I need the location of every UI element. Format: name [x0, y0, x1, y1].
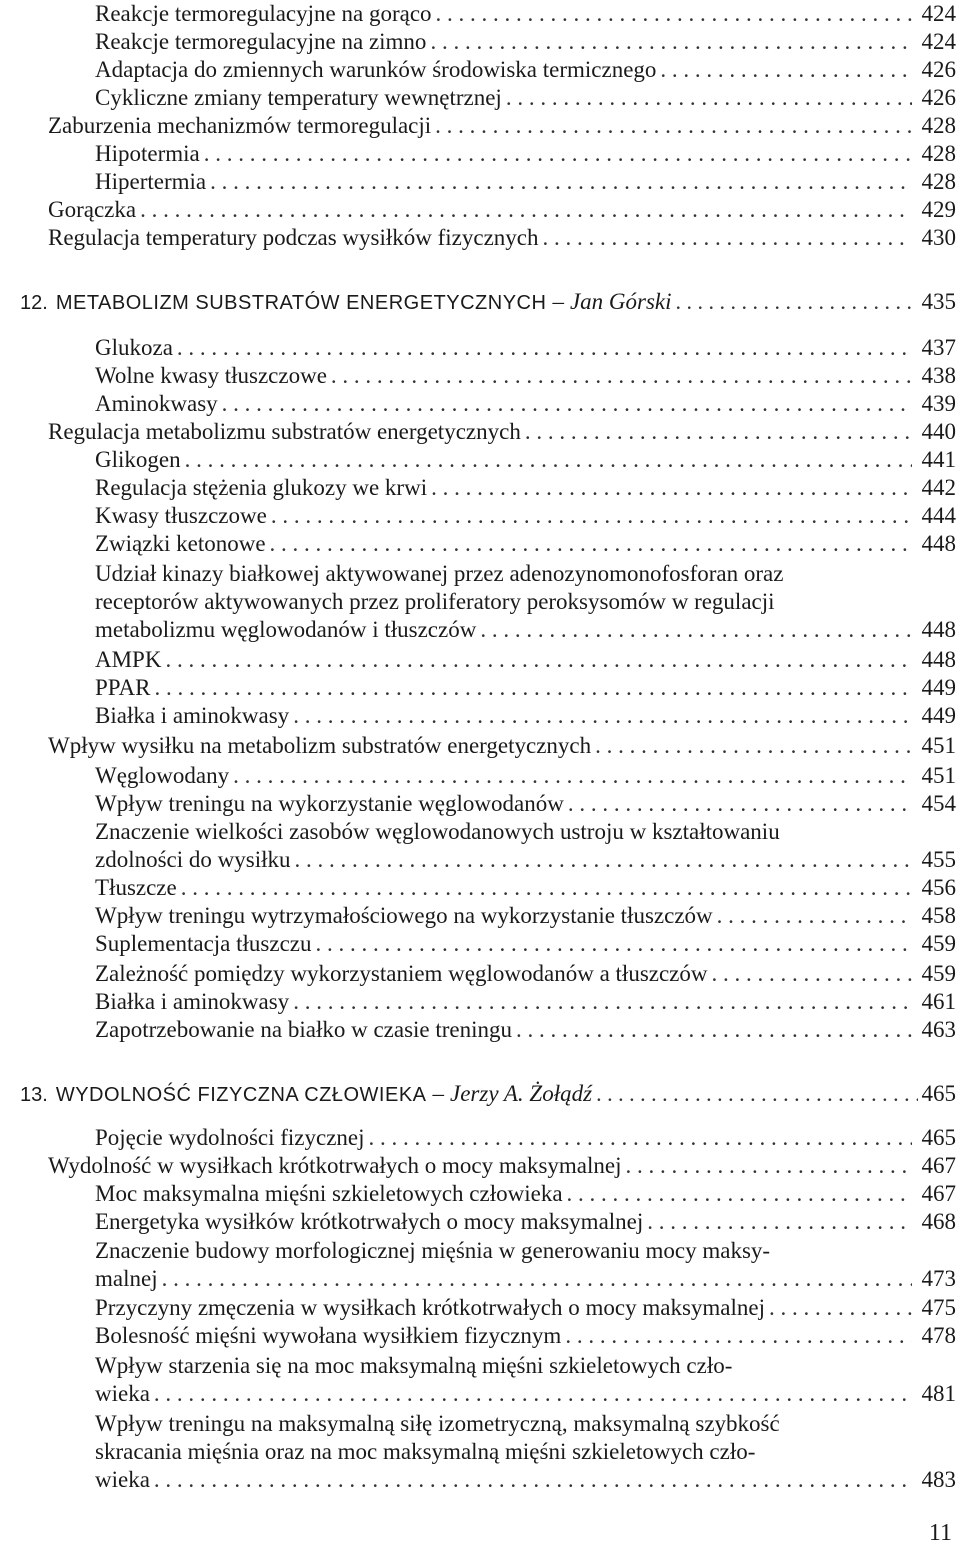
entry-title: Suplementacja tłuszczu — [95, 931, 312, 956]
entry-page: 456 — [921, 875, 956, 900]
leader-dots — [431, 474, 912, 502]
leader-dots — [204, 140, 912, 168]
chapter-dash: – — [552, 289, 564, 314]
toc-entry — [95, 702, 956, 730]
entry-title: Białka i aminokwasy — [95, 703, 290, 728]
entry-page: 451 — [921, 763, 956, 788]
entry-page: 442 — [921, 475, 956, 500]
entry-page: 463 — [921, 1017, 956, 1042]
entry-title: Pojęcie wydolności fizycznej — [95, 1125, 365, 1150]
entry-title: Bolesność mięśni wywołana wysiłkiem fizycznym — [95, 1323, 562, 1348]
entry-page: 429 — [921, 197, 956, 222]
entry-title: Glukoza — [95, 335, 173, 360]
toc-entry — [48, 196, 956, 224]
entry-page: 428 — [921, 169, 956, 194]
leader-dots — [181, 874, 912, 902]
entry-page: 465 — [921, 1125, 956, 1150]
entry-page: 458 — [921, 903, 956, 928]
leader-dots — [210, 168, 912, 196]
entry-title: AMPK — [95, 647, 162, 672]
entry-title: Zapotrzebowanie na białko w czasie treningu — [95, 1017, 513, 1042]
toc-entry — [95, 874, 956, 902]
leader-dots — [222, 390, 912, 418]
entry-page: 430 — [921, 225, 956, 250]
leader-dots — [717, 902, 912, 930]
entry-page: 455 — [921, 847, 956, 872]
entry-title: Hipertermia — [95, 169, 207, 194]
chapter-heading-12 — [20, 288, 956, 317]
leader-dots — [430, 28, 912, 56]
entry-title: PPAR — [95, 675, 151, 700]
chapter-dash: – — [432, 1081, 445, 1106]
leader-dots — [626, 1152, 913, 1180]
leader-dots — [154, 674, 912, 702]
chapter-author: Jan Górski — [569, 289, 672, 314]
leader-dots — [162, 1265, 912, 1293]
entry-title: Moc maksymalna mięśni szkieletowych człowieka — [95, 1181, 563, 1206]
chapter-title: METABOLIZM SUBSTRATÓW ENERGETYCZNYCH — [55, 292, 547, 314]
leader-dots — [712, 960, 913, 988]
toc-entry — [95, 530, 956, 558]
entry-title: wieka — [95, 1467, 150, 1492]
entry-title: Cykliczne zmiany temperatury wewnętrznej — [95, 85, 502, 110]
entry-page: 448 — [921, 617, 956, 642]
entry-title: zdolności do wysiłku — [95, 847, 291, 872]
entry-title: Wpływ treningu wytrzymałościowego na wykorzystanie tłuszczów — [95, 903, 713, 928]
entry-title: Aminokwasy — [95, 391, 218, 416]
chapter-heading-13 — [20, 1080, 956, 1109]
entry-title: Związki ketonowe — [95, 531, 266, 556]
entry-title: Zaburzenia mechanizmów termoregulacji — [48, 113, 432, 138]
toc-entry — [95, 902, 956, 930]
toc-entry — [48, 224, 956, 252]
entry-page: 467 — [921, 1153, 956, 1178]
entry-page: 483 — [921, 1467, 956, 1492]
entry-title: Glikogen — [95, 447, 181, 472]
entry-page: 440 — [921, 419, 956, 444]
entry-page: 467 — [921, 1181, 956, 1206]
entry-page: 454 — [921, 791, 956, 816]
entry-title-line: Znaczenie wielkości zasobów węglowodanowych ustroju w kształtowaniu — [95, 819, 780, 844]
leader-dots — [154, 1380, 912, 1408]
chapter-page: 465 — [921, 1081, 956, 1106]
chapter-title: WYDOLNOŚĆ FIZYCZNA CZŁOWIEKA — [55, 1084, 427, 1106]
entry-title: Wolne kwasy tłuszczowe — [95, 363, 327, 388]
entry-title: Przyczyny zmęczenia w wysiłkach krótkotrwałych o mocy maksymalnej — [95, 1295, 765, 1320]
entry-page: 428 — [921, 141, 956, 166]
leader-dots — [295, 846, 913, 874]
entry-page: 481 — [921, 1381, 956, 1406]
toc-entry — [95, 1265, 956, 1293]
entry-page: 439 — [921, 391, 956, 416]
toc-entry — [95, 0, 956, 28]
entry-title-line: Udział kinazy białkowej aktywowanej przez adenozynomonofosforan oraz — [95, 561, 784, 586]
toc-entry — [95, 616, 956, 644]
leader-dots — [293, 702, 912, 730]
leader-dots — [165, 646, 912, 674]
toc-entry — [95, 56, 956, 84]
toc-entry — [95, 390, 956, 418]
toc-entry — [95, 1180, 956, 1208]
leader-dots — [293, 988, 912, 1016]
entry-page: 468 — [921, 1209, 956, 1234]
leader-dots — [154, 1466, 912, 1494]
entry-title: Reakcje termoregulacyjne na gorąco — [95, 1, 432, 26]
entry-title: Białka i aminokwasy — [95, 989, 290, 1014]
toc-entry — [95, 846, 956, 874]
entry-title: Gorączka — [48, 197, 137, 222]
leader-dots — [525, 418, 912, 446]
entry-title: Tłuszcze — [95, 875, 177, 900]
leader-dots — [595, 732, 912, 760]
entry-page: 449 — [921, 703, 956, 728]
toc-entry — [95, 474, 956, 502]
leader-dots — [567, 1180, 912, 1208]
toc-entry — [95, 502, 956, 530]
toc-entry — [95, 446, 956, 474]
entry-page: 478 — [921, 1323, 956, 1348]
entry-title: wieka — [95, 1381, 150, 1406]
toc-entry — [95, 1016, 956, 1044]
entry-title-line: skracania mięśnia oraz na moc maksymalną mięśni szkieletowych czło- — [95, 1439, 756, 1464]
entry-page: 451 — [921, 733, 956, 758]
toc-entry — [95, 1380, 956, 1408]
leader-dots — [568, 790, 912, 818]
leader-dots — [647, 1208, 912, 1236]
entry-page: 444 — [921, 503, 956, 528]
toc-entry — [48, 418, 956, 446]
entry-title: Regulacja temperatury podczas wysiłków fizycznych — [48, 225, 539, 250]
entry-title: Kwasy tłuszczowe — [95, 503, 267, 528]
entry-page: 475 — [921, 1295, 956, 1320]
toc-entry — [95, 334, 956, 362]
toc-entry — [95, 762, 956, 790]
entry-page: 448 — [921, 647, 956, 672]
entry-page: 424 — [921, 1, 956, 26]
leader-dots — [436, 0, 912, 28]
entry-title: Reakcje termoregulacyjne na zimno — [95, 29, 427, 54]
leader-dots — [271, 502, 912, 530]
entry-page: 437 — [921, 335, 956, 360]
entry-page: 441 — [921, 447, 956, 472]
toc-entry — [95, 84, 956, 112]
entry-title-line: receptorów aktywowanych przez proliferatory peroksysomów w regulacji — [95, 589, 775, 614]
entry-page: 438 — [921, 363, 956, 388]
toc-entry — [95, 1208, 956, 1236]
entry-title: Wpływ wysiłku na metabolizm substratów energetycznych — [48, 733, 592, 758]
entry-title-line: Wpływ treningu na maksymalną siłę izometryczną, maksymalną szybkość — [95, 1411, 780, 1436]
entry-page: 461 — [921, 989, 956, 1014]
toc-entry — [95, 790, 956, 818]
toc-entry — [95, 140, 956, 168]
entry-page: 459 — [921, 931, 956, 956]
entry-page: 448 — [921, 531, 956, 556]
entry-page: 426 — [921, 85, 956, 110]
toc-entry — [95, 1124, 956, 1152]
toc-entry — [95, 168, 956, 196]
entry-title: Wydolność w wysiłkach krótkotrwałych o mocy maksymalnej — [48, 1153, 622, 1178]
entry-page: 459 — [921, 961, 956, 986]
leader-dots — [369, 1124, 912, 1152]
entry-title: metabolizmu węglowodanów i tłuszczów — [95, 617, 477, 642]
entry-page: 473 — [921, 1266, 956, 1291]
toc-entry — [48, 112, 956, 140]
entry-title: Hipotermia — [95, 141, 200, 166]
leader-dots — [480, 616, 912, 644]
entry-title: Energetyka wysiłków krótkotrwałych o mocy maksymalnej — [95, 1209, 644, 1234]
chapter-number: 12. — [20, 292, 48, 314]
leader-dots — [177, 334, 912, 362]
toc-entry — [95, 674, 956, 702]
page-number: 11 — [928, 1520, 952, 1546]
leader-dots — [331, 362, 912, 390]
entry-title: Regulacja metabolizmu substratów energetycznych — [48, 419, 521, 444]
entry-page: 428 — [921, 113, 956, 138]
toc-entry — [48, 1152, 956, 1180]
entry-page: 424 — [921, 29, 956, 54]
entry-title: Regulacja stężenia glukozy we krwi — [95, 475, 428, 500]
entry-page: 426 — [921, 57, 956, 82]
chapter-page: 435 — [921, 289, 956, 314]
leader-dots — [769, 1294, 912, 1322]
leader-dots — [185, 446, 912, 474]
toc-entry — [95, 930, 956, 958]
entry-title: Adaptacja do zmiennych warunków środowiska termicznego — [95, 57, 657, 82]
chapter-author: Jerzy A. Żołądź — [450, 1081, 593, 1106]
toc-entry — [95, 1322, 956, 1350]
leader-dots — [233, 762, 912, 790]
entry-title: Wpływ treningu na wykorzystanie węglowodanów — [95, 791, 564, 816]
leader-dots — [506, 84, 912, 112]
leader-dots — [542, 224, 912, 252]
toc-entry — [95, 646, 956, 674]
toc-entry — [95, 362, 956, 390]
entry-title: Węglowodany — [95, 763, 230, 788]
toc-entry — [95, 28, 956, 56]
entry-title-line: Znaczenie budowy morfologicznej mięśnia w generowaniu mocy maksy- — [95, 1238, 771, 1263]
leader-dots — [516, 1016, 912, 1044]
entry-title-line: Wpływ starzenia się na moc maksymalną mięśni szkieletowych czło- — [95, 1353, 733, 1378]
leader-dots — [270, 530, 912, 558]
leader-dots — [140, 196, 912, 224]
leader-dots — [435, 112, 912, 140]
leader-dots — [660, 56, 912, 84]
chapter-number: 13. — [20, 1084, 48, 1106]
leader-dots — [316, 930, 912, 958]
leader-dots — [565, 1322, 912, 1350]
entry-title: malnej — [95, 1266, 158, 1291]
entry-title: Zależność pomiędzy wykorzystaniem węglowodanów a tłuszczów — [95, 961, 708, 986]
leader-dots — [676, 288, 918, 316]
toc-entry — [48, 732, 956, 760]
toc-entry — [95, 1294, 956, 1322]
leader-dots — [596, 1080, 917, 1108]
toc-entry — [95, 1466, 956, 1494]
entry-page: 449 — [921, 675, 956, 700]
toc-entry — [95, 960, 956, 988]
toc-entry — [95, 988, 956, 1016]
